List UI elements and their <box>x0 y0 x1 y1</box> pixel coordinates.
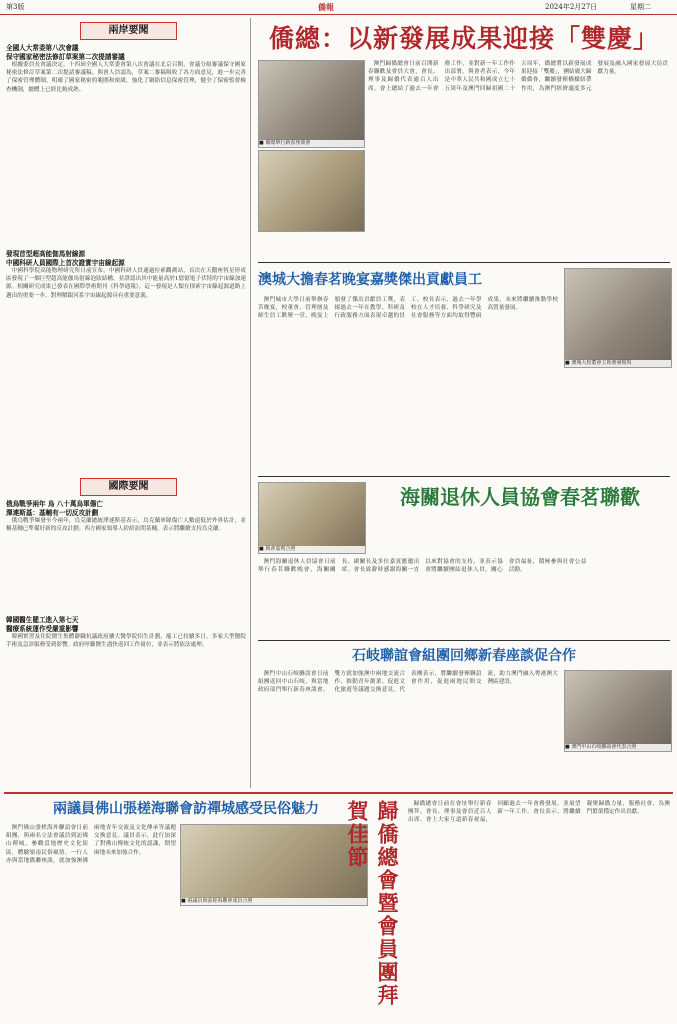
section-intl-title: 國際要聞 <box>80 478 177 496</box>
column-divider <box>250 18 251 788</box>
intl-news-1 <box>6 500 246 617</box>
main-story-photo <box>258 60 365 148</box>
story4-headline: 石岐聯誼會組團回鄉新春座談促合作 <box>352 648 576 664</box>
story4-photo <box>564 670 672 752</box>
story2-photo-caption: ■ 澳城大校董會主席頒發獎項 <box>565 360 671 367</box>
intl-news-2-subtitle: 醫療系統運作受嚴重影響 <box>6 624 79 633</box>
local-news-2-subtitle: 中國科研人員國際上首次證實宇宙線起源 <box>6 258 125 267</box>
story5-photo <box>180 824 368 906</box>
rule-3 <box>258 640 670 641</box>
local-news-2-title: 發現首型超高能伽馬射線源 <box>6 250 86 258</box>
local-news-2-body: 中國科學院高能物理研究所日前宣布，中國科研人員通過拉索觀測站，首次在天鵝座恆星形成區發現了一個巨型超高能伽馬射線泡狀結構，並證認出其中能量高於1億億電子伏特的宇宙線加速源。相關研究成果已發表在國際學術期刊《科學通報》。這一發現是人類在探索宇宙線起源道路上邁出的重要一步，對理解銀河系宇宙線起源具有重要意義。 <box>6 268 246 299</box>
intl-news-1-subtitle: 澤連斯基：基輔有一切反攻計劃 <box>6 508 99 517</box>
local-news-1-title: 全國人大常委第八次會議 <box>6 44 79 52</box>
main-story-body: 澳門歸僑總會日前召開新春聯歡及會員大會，會長、理事及歸僑代表逾百人出席。會上總結了過去一年會務工作，並對新一年工作作出部署。與會者表示，今年是中華人民共和國成立七十五周年及澳門回歸祖國二十五周年，僑總將以新發展成果迎接「雙慶」，團結廣大歸僑僑眷，繼續發揮橋樑紐帶作用，為澳門經濟適度多元發展及融入國家發展大局貢獻力量。 <box>368 61 668 92</box>
local-news-1-body: 根據委員長會議決定，十四屆全國人大常委會第八次會議在北京召開，會議分組審議保守國家秘密法修訂草案第二次提請審議稿。與會人員認為，草案二審稿吸收了各方面意見，進一步完善了保密管理體制，明確了國家秘密的範圍和密級，強化了網絡信息保密管理，健全了保密監督檢查機制，總體上已經比較成熟。 <box>6 62 246 93</box>
local-news-1-subtitle: 保守國家秘密法修訂草案第二次提請審議 <box>6 52 125 61</box>
story2-headline: 澳城大擔春茗晚宴嘉獎傑出貢獻員工 <box>258 272 482 288</box>
story5-photo-caption: ■ 兩議員與張槎海聯會成員合照 <box>181 898 367 905</box>
rule-1 <box>258 262 670 263</box>
intl-news-1-body: 俄烏戰爭爆發至今兩年，烏克蘭總統澤連斯基表示，烏克蘭軍隊傷亡人數遠低於外界估計，並稱基輔已準備好新的反攻計劃。西方國家領導人紛紛訪問基輔，表示將繼續支持烏克蘭。 <box>6 518 246 533</box>
issue-weekday: 星期二 <box>630 3 651 11</box>
story2-body: 澳門城市大學日前舉辦春茗晚宴，校董會、管理層及師生員工歡聚一堂。晚宴上頒發了傑出貢獻員工獎，表揚過去一年在教學、科研及行政服務方面表現卓越的員工。校長表示，過去一年學校在人才培養、科學研究及社會服務等方面均取得豐碩成果，未來將繼續推動學校高質量發展。 <box>258 297 558 320</box>
main-story-photo-caption: ■ 僑總舉行新春座談會 <box>259 140 364 147</box>
masthead: 僑報 <box>318 2 334 12</box>
story5-body: 澳門佛山張槎海外聯誼會日前組團，與兩名立法會議員到訪佛山禪城，參觀當地歷史文化街區，體驗嶺南民俗風情。一行人亦與當地僑聯座談，就加強澳佛兩地青年交流及文化傳承等議題交換意見。議員表示，此行加深了對佛山傳統文化的認識，期望兩地未來加強合作。 <box>6 825 176 864</box>
story4-body: 澳門中山石岐聯誼會日前組團返回中山石岐，與當地政府部門舉行新春座談會。雙方就加強澳中兩地交流合作、推動青年創業、促進文化旅遊等議題交換意見。代表團表示，將繼續發揮聯誼會作用，促進兩地民間交流，助力澳門融入粵港澳大灣區建設。 <box>258 671 558 694</box>
story6-headline: 歸僑總會暨會員團拜賀佳節 <box>345 800 400 1007</box>
rule-2 <box>258 476 670 477</box>
local-news-1 <box>6 44 246 221</box>
local-news-2 <box>6 250 246 487</box>
intl-news-2-body: 韓國實習及住院醫生集體辭職抗議政府擴大醫學院招生計劃，罷工已持續多日，多家大型醫院手術及急診服務受到影響。政府呼籲醫生盡快返回工作崗位，並表示將依法處理。 <box>6 634 246 649</box>
intl-news-1-title: 俄烏戰爭兩年 烏 八十萬烏軍傷亡 <box>6 500 103 508</box>
story4-photo-caption: ■ 澳門中山石岐聯誼會代表合照 <box>565 744 671 751</box>
story6-body: 歸僑總會日前在會址舉行新春團拜，會長、理事及會員近百人出席。會上大家互道新春祝福，回顧過去一年會務發展，並展望新一年工作。會長表示，將繼續凝聚歸僑力量，服務社會，為澳門繁榮穩定作出貢獻。 <box>408 801 670 824</box>
issue-date: 2024年2月27日 <box>545 3 598 11</box>
section-local-title: 兩岸要聞 <box>80 22 177 40</box>
story5-body-cont <box>180 910 366 1020</box>
page-number: 第3版 <box>6 3 25 11</box>
main-story-photo-2 <box>258 150 365 232</box>
rule-4 <box>4 792 673 794</box>
intl-news-2 <box>6 616 246 733</box>
story5-headline: 兩議員佛山張槎海聯會訪禪城感受民俗魅力 <box>53 801 319 817</box>
story3-photo <box>258 482 366 554</box>
story2-photo <box>564 268 672 368</box>
main-story-headline: 僑總：以新發展成果迎接「雙慶」 <box>268 24 659 53</box>
intl-news-2-title: 韓國醫生罷工進入第七天 <box>6 616 79 624</box>
story3-photo-caption: ■ 與會嘉賓合照 <box>259 546 365 553</box>
story3-body: 澳門海關退休人員協會日前舉行春茗聯歡晚會，海關關長、副關長及多位嘉賓應邀出席。會長致辭時感謝海關一直以來對協會的支持，並表示協會將繼續團結退休人員，關心會員福祉，積極參與社會公益活動。 <box>258 559 587 574</box>
story3-headline: 海關退休人員協會春茗聯歡 <box>400 485 640 509</box>
page-header <box>0 0 677 15</box>
